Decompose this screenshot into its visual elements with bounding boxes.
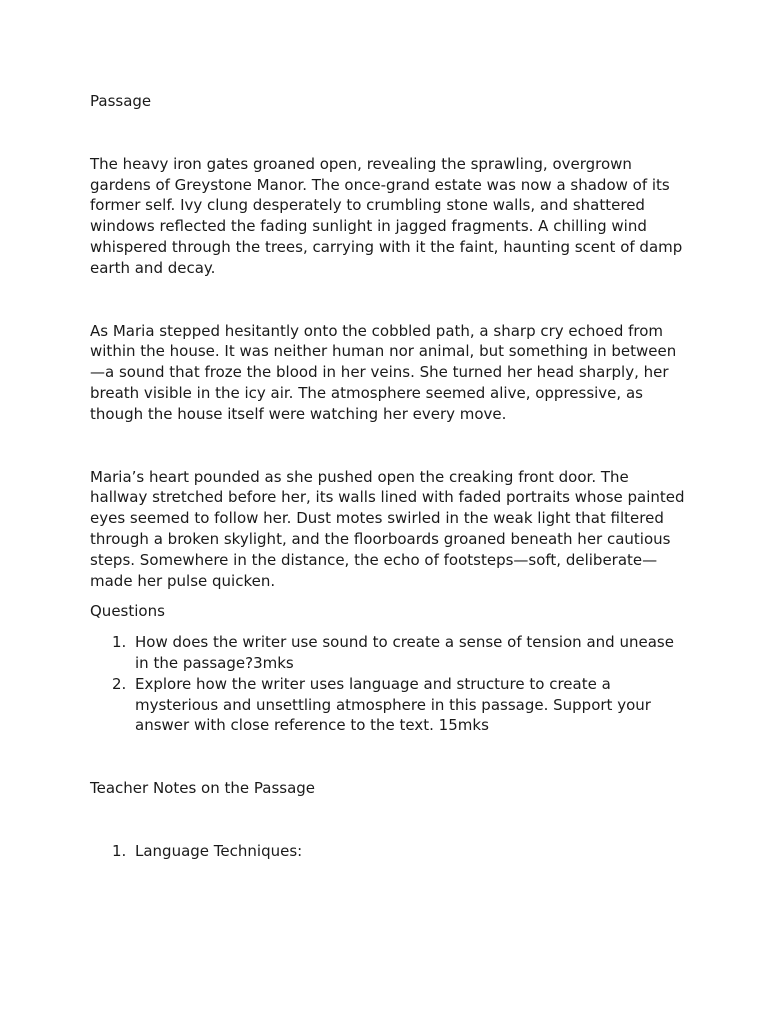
passage-paragraph-3: Maria’s heart pounded as she pushed open the creaking front door. The hallway stretched before her, its walls lined with faded portraits whose painted eyes seemed to follow her. Dust motes swirled in the weak light that filtered through a broken skylight, and the floorboards groaned beneath her cautious steps. Somewhere in the distance, the echo of footsteps—soft, deliberate—made her pulse quicken. xyxy=(90,467,685,590)
teacher-notes-list xyxy=(90,841,690,862)
question-text: How does the writer use sound to create a sense of tension and unease in the passage?3mks xyxy=(135,633,674,672)
question-number: 1. xyxy=(112,633,127,652)
note-item xyxy=(90,841,690,862)
question-text: Explore how the writer uses language and structure to create a mysterious and unsettling atmosphere in this passage. Support your answer with close reference to the text. 15mks xyxy=(135,674,651,735)
note-number: 1. xyxy=(112,841,127,860)
document-page xyxy=(90,91,690,862)
passage-paragraph-2: As Maria stepped hesitantly onto the cobbled path, a sharp cry echoed from within the house. It was neither human nor animal, but something in between—a sound that froze the blood in her veins. She turned her head sharply, her breath visible in the icy air. The atmosphere seemed alive, oppressive, as though the house itself were watching her every move. xyxy=(90,321,677,423)
passage-paragraph-1: The heavy iron gates groaned open, revealing the sprawling, overgrown gardens of Greystone Manor. The once-grand estate was now a shadow of its former self. Ivy clung desperately to crumbling stone walls, and shattered windows reflected the fading sunlight in jagged fragments. A chilling wind whispered through the trees, carrying with it the faint, haunting scent of damp earth and decay. xyxy=(90,154,683,277)
question-item xyxy=(90,674,690,736)
question-number: 2. xyxy=(112,674,127,693)
questions-list xyxy=(90,632,690,736)
teacher-notes-title: Teacher Notes on the Passage xyxy=(90,779,316,798)
note-text: Language Techniques: xyxy=(135,841,303,860)
questions-title: Questions xyxy=(90,602,165,621)
passage-title: Passage xyxy=(90,92,152,110)
question-item xyxy=(90,632,690,674)
